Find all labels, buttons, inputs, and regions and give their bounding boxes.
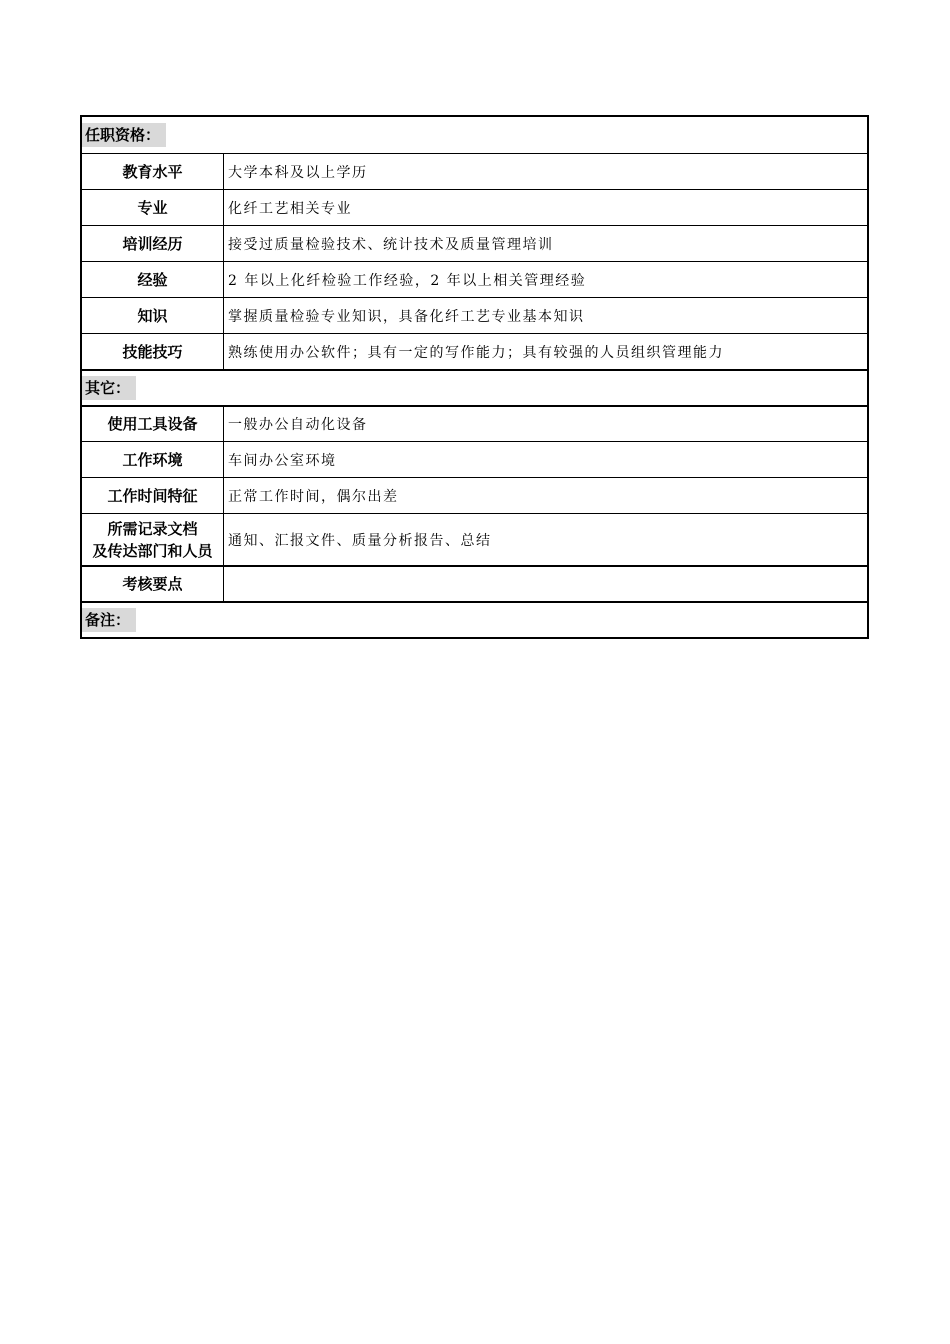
row-label-documents	[82, 514, 224, 565]
row-value-major: 化纤工艺相关专业	[228, 200, 352, 217]
row-label-major: 专业	[82, 190, 224, 225]
row-value-training: 接受过质量检验技术、统计技术及质量管理培训	[228, 236, 554, 253]
table-row-skills	[82, 333, 867, 369]
section-header-qualifications	[82, 117, 867, 153]
table-row-education	[82, 153, 867, 189]
row-label-documents-line2: 及传达部门和人员	[92, 541, 213, 560]
row-value-tools: 一般办公自动化设备	[228, 417, 368, 433]
row-value-environment: 车间办公室环境	[228, 452, 337, 469]
section-title-qualifications: 任职资格：	[82, 123, 166, 147]
section-header-remarks	[82, 601, 867, 637]
section-title-remarks: 备注：	[82, 608, 136, 632]
row-label-tools: 使用工具设备	[82, 407, 224, 441]
row-label-assessment: 考核要点	[82, 567, 224, 601]
table-row-major	[82, 189, 867, 225]
table-row-experience	[82, 261, 867, 297]
row-value-documents: 通知、汇报文件、质量分析报告、总结	[228, 532, 492, 549]
table-row-tools	[82, 405, 867, 441]
table-row-assessment	[82, 565, 867, 601]
table-row-environment	[82, 441, 867, 477]
row-label-environment: 工作环境	[82, 442, 224, 477]
row-value-experience: 2 年以上化纤检验工作经验，2 年以上相关管理经验	[228, 272, 587, 289]
section-title-other: 其它：	[82, 376, 136, 400]
table-row-training	[82, 225, 867, 261]
table-row-documents	[82, 513, 867, 565]
row-label-experience: 经验	[82, 262, 224, 297]
row-value-work-hours: 正常工作时间，偶尔出差	[228, 488, 399, 505]
table-row-work-hours	[82, 477, 867, 513]
row-label-skills: 技能技巧	[82, 334, 224, 369]
row-value-assessment	[224, 567, 867, 601]
table-row-knowledge	[82, 297, 867, 333]
row-label-education: 教育水平	[82, 154, 224, 189]
row-label-work-hours: 工作时间特征	[82, 478, 224, 513]
row-value-education: 大学本科及以上学历	[228, 164, 368, 181]
section-header-other	[82, 369, 867, 405]
row-label-knowledge: 知识	[82, 298, 224, 333]
job-requirements-table	[80, 115, 869, 639]
row-label-documents-line1: 所需记录文档	[107, 519, 198, 538]
row-value-skills: 熟练使用办公软件；具有一定的写作能力；具有较强的人员组织管理能力	[228, 344, 724, 361]
row-value-knowledge: 掌握质量检验专业知识，具备化纤工艺专业基本知识	[228, 308, 585, 325]
row-label-training: 培训经历	[82, 226, 224, 261]
